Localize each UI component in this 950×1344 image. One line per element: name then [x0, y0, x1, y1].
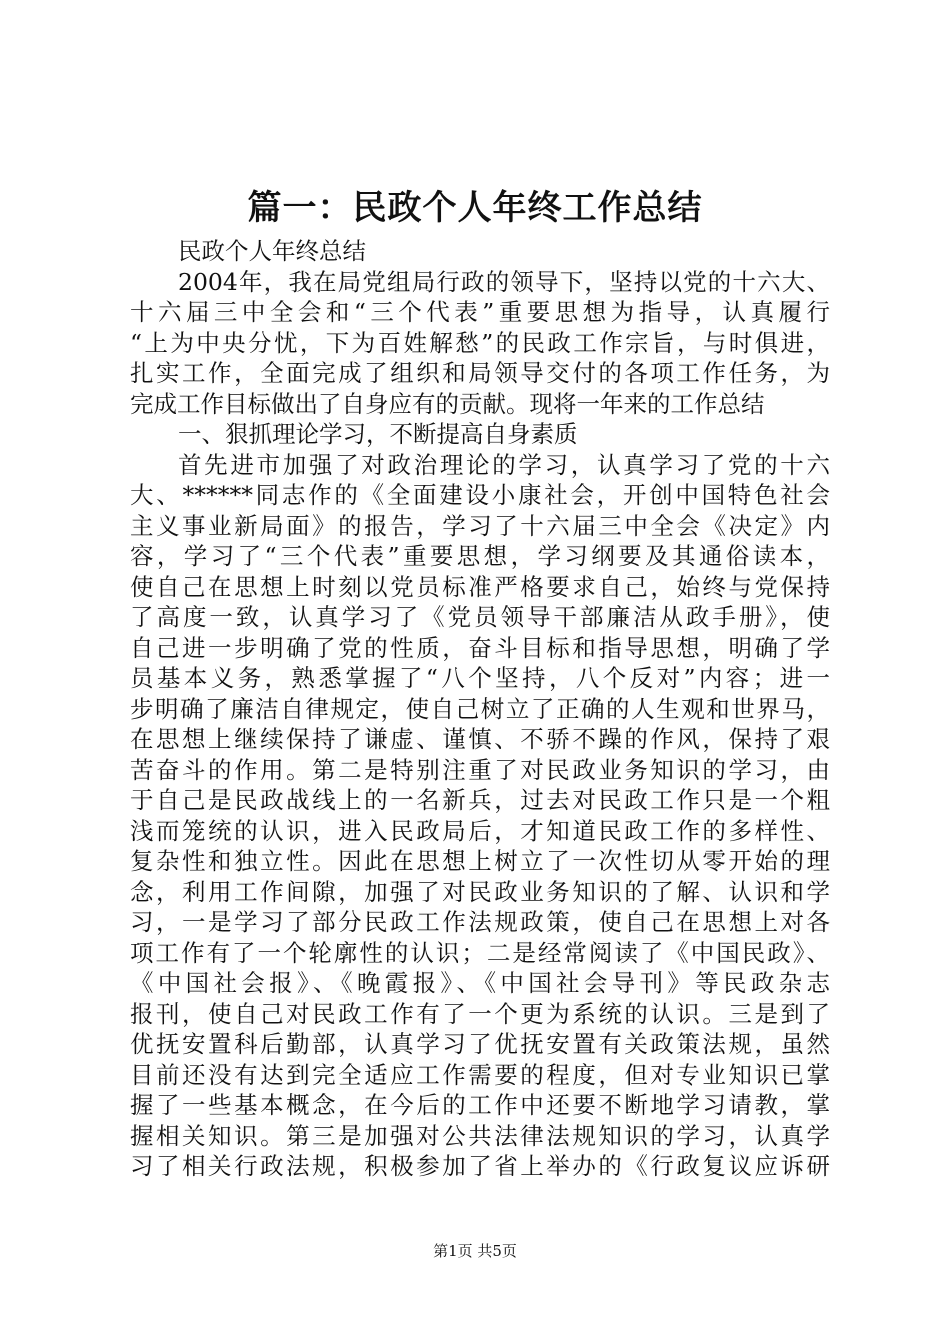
text-line: 念，利用工作间隙，加强了对民政业务知识的了解、认识和学 — [130, 877, 830, 906]
text-line: 主义事业新局面》的报告，学习了十六届三中全会《决定》内 — [130, 511, 830, 540]
text-line: 十六届三中全会和“三个代表”重要思想为指导，认真履行 — [130, 298, 830, 326]
text-line: 《中国社会报》、《晚霞报》、《中国社会导刊》等民政杂志 — [130, 969, 830, 997]
text-line: 容，学习了“三个代表”重要思想，学习纲要及其通俗读本， — [130, 542, 830, 570]
text-line: 大、******同志作的《全面建设小康社会，开创中国特色社会 — [130, 481, 830, 509]
text-line: 民政个人年终总结 — [178, 237, 366, 265]
text-line: 苦奋斗的作用。第二是特别注重了对民政业务知识的学习，由 — [130, 755, 830, 784]
text-line: 步明确了廉洁自律规定，使自己树立了正确的人生观和世界马， — [130, 694, 830, 723]
text-line: 于自己是民政战线上的一名新兵，过去对民政工作只是一个粗 — [130, 786, 830, 814]
text-line: 握了一些基本概念，在今后的工作中还要不断地学习请教，掌 — [130, 1091, 830, 1119]
text-line: 报刊，使自己对民政工作有了一个更为系统的认识。三是到了 — [130, 999, 830, 1028]
text-line: 握相关知识。第三是加强对公共法律法规知识的学习，认真学 — [130, 1121, 830, 1150]
text-line: 自己进一步明确了党的性质，奋斗目标和指导思想，明确了学 — [130, 633, 830, 662]
text-line: 目前还没有达到完全适应工作需要的程度，但对专业知识已掌 — [130, 1060, 830, 1089]
text-line: 浅而笼统的认识，进入民政局后，才知道民政工作的多样性、 — [130, 816, 830, 845]
document-body — [130, 236, 830, 1182]
text-line: 复杂性和独立性。因此在思想上树立了一次性切从零开始的理 — [130, 847, 830, 875]
text-line: 员基本义务，熟悉掌握了“八个坚持，八个反对”内容；进一 — [130, 664, 830, 692]
text-line: 优抚安置科后勤部，认真学习了优抚安置有关政策法规，虽然 — [130, 1030, 830, 1058]
text-line: 习，一是学习了部分民政工作法规政策，使自己在思想上对各 — [130, 908, 830, 936]
text-line: 在思想上继续保持了谦虚、谨慎、不骄不躁的作风，保持了艰 — [130, 725, 830, 753]
page-footer: 第1页 共5页 — [433, 1242, 517, 1260]
text-line: 完成工作目标做出了自身应有的贡献。现将一年来的工作总结 — [130, 389, 765, 418]
text-line: 使自己在思想上时刻以党员标准严格要求自己，始终与党保持 — [130, 572, 830, 601]
document-title: 篇一：民政个人年终工作总结 — [247, 188, 703, 228]
text-line: 习了相关行政法规，积极参加了省上举办的《行政复议应诉研 — [130, 1152, 830, 1180]
text-line: “上为中央分忧，下为百姓解愁”的民政工作宗旨，与时俱进， — [130, 328, 830, 357]
text-line: 了高度一致，认真学习了《党员领导干部廉洁从政手册》，使 — [130, 603, 830, 631]
text-line: 首先进市加强了对政治理论的学习，认真学习了党的十六 — [178, 450, 830, 479]
text-line: 扎实工作，全面完成了组织和局领导交付的各项工作任务，为 — [130, 359, 830, 387]
text-line: 一、狠抓理论学习，不断提高自身素质 — [178, 420, 578, 448]
text-line: 项工作有了一个轮廓性的认识；二是经常阅读了《中国民政》、 — [130, 938, 830, 967]
text-line: 2004年，我在局党组局行政的领导下，坚持以党的十六大、 — [178, 267, 830, 296]
